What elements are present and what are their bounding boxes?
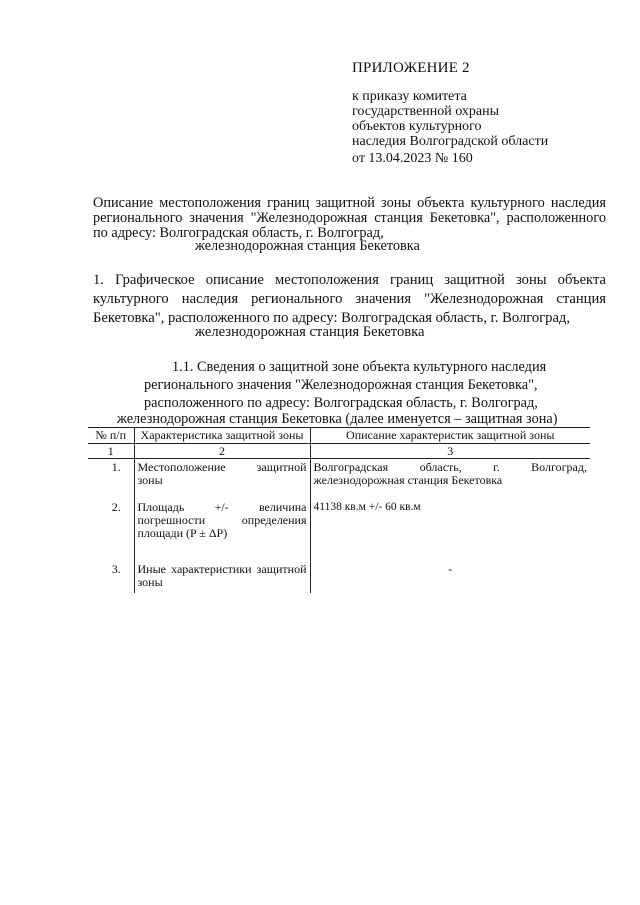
appendix-line: к приказу комитета: [352, 89, 467, 104]
section-1-heading: 1. Графическое описание местоположения границ защитной зоны объекта культурного наследия регионального значения "Железнодорожная станция Бекетовка", расположенного по адресу: Волгоградская область, г. Волгоград,: [93, 272, 606, 326]
order-date: от 13.04.2023 № 160: [352, 151, 473, 166]
subsection-line: 1.1. Сведения о защитной зоне объекта культурного наследия: [172, 359, 547, 375]
column-number: 3: [310, 444, 590, 459]
subsection-line: железнодорожная станция Бекетовка (далее именуется – защитная зона): [117, 411, 558, 427]
row-characteristic: Иные характеристики защитной зоны: [134, 561, 310, 593]
header-characteristic: Характеристика защитной зоны: [134, 428, 310, 444]
section-1-last-line: железнодорожная станция Бекетовка: [195, 324, 425, 340]
row-number: 2.: [88, 499, 134, 561]
row-number: 1.: [88, 459, 134, 500]
row-characteristic: Площадь +/- величина погрешности определения площади (P ± ΔP): [134, 499, 310, 561]
appendix-line: государственной охраны: [352, 104, 500, 119]
column-number: 2: [134, 444, 310, 459]
row-description: 41138 кв.м +/- 60 кв.м: [313, 501, 421, 513]
column-number: 1: [88, 444, 134, 459]
protection-zone-table: [88, 427, 590, 593]
header-number: № п/п: [88, 428, 134, 444]
description-last-line: железнодорожная станция Бекетовка: [195, 238, 420, 254]
table-column-numbers-row: [88, 444, 590, 459]
description-paragraph: Описание местоположения границ защитной зоны объекта культурного наследия регионального значения "Железнодорожная станция Бекетовка", расположенного по адресу: Волгоградская область, г. Волгоград,: [93, 195, 606, 241]
table-row: [88, 459, 590, 500]
appendix-title: ПРИЛОЖЕНИЕ 2: [352, 60, 470, 76]
table-row: [88, 561, 590, 593]
row-description: -: [448, 562, 453, 576]
subsection-line: расположенного по адресу: Волгоградская область, г. Волгоград,: [144, 395, 538, 411]
row-characteristic: Местоположение защитной зоны: [134, 459, 310, 500]
table-row: [88, 499, 590, 561]
header-description: Описание характеристик защитной зоны: [310, 428, 590, 444]
subsection-line: регионального значения "Железнодорожная станция Бекетовка",: [144, 377, 538, 393]
row-description: Волгоградская область, г. Волгоград, железнодорожная станция Бекетовка: [313, 460, 587, 487]
table-header-row: [88, 428, 590, 444]
appendix-line: объектов культурного: [352, 119, 482, 134]
appendix-reference: [352, 89, 612, 149]
appendix-line: наследия Волгоградской области: [352, 134, 549, 149]
row-number: 3.: [88, 561, 134, 593]
